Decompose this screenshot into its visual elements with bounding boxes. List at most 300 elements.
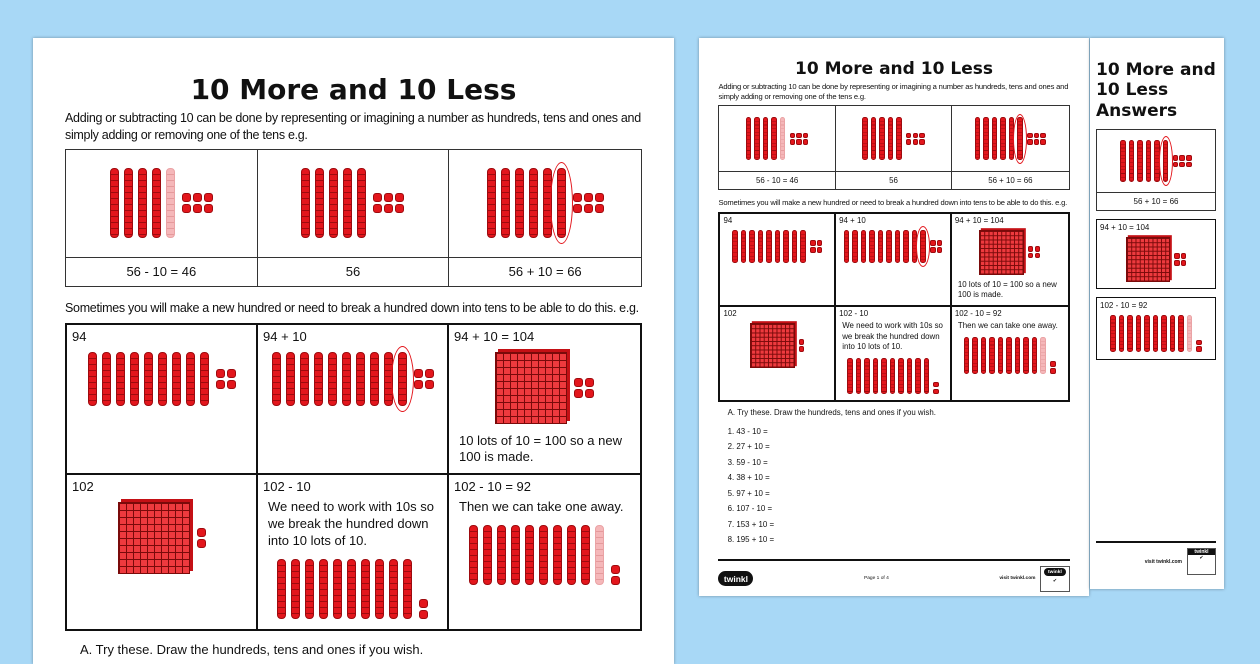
ten-rod	[754, 117, 759, 160]
cell-caption: 94 + 10 = 104	[1100, 223, 1150, 233]
ten-rod	[775, 230, 780, 263]
ten-rod	[1137, 140, 1142, 183]
base-ten-blocks	[975, 117, 1046, 160]
ten-rod	[152, 168, 161, 238]
ten-rod	[898, 358, 903, 394]
base-ten-blocks	[110, 168, 213, 238]
visit-link: visit twinkl.com	[999, 576, 1036, 582]
ten-rod	[497, 525, 506, 585]
ten-rod	[856, 358, 861, 394]
ten-rod	[403, 559, 412, 619]
ten-rod	[370, 352, 379, 406]
removed-ten-rod	[780, 117, 785, 160]
one-cube	[216, 380, 225, 389]
base-ten-blocks	[1100, 315, 1212, 351]
one-cube	[796, 133, 801, 138]
ten-rod	[511, 525, 520, 585]
tens-rods	[844, 230, 926, 263]
base-ten-blocks	[454, 352, 635, 424]
example-label: 56 + 10 = 66	[508, 264, 582, 280]
one-cube	[584, 193, 593, 202]
ten-rod	[1170, 315, 1175, 351]
cell-caption: 94 + 10 = 104	[454, 328, 535, 344]
ones-cubes	[1196, 340, 1201, 352]
question-item: 5. 97 + 10 =	[727, 488, 770, 498]
one-cube	[595, 204, 604, 213]
ten-rod	[277, 559, 286, 619]
ten-rod	[342, 352, 351, 406]
ten-rod	[291, 559, 300, 619]
ten-rod	[567, 525, 576, 585]
one-cube	[790, 133, 795, 138]
base-ten-blocks	[862, 117, 925, 160]
cell-caption: 102 - 10 = 92	[1100, 301, 1148, 311]
ones-cubes	[799, 339, 804, 351]
hundreds-cell	[67, 325, 258, 476]
visit-link: visit twinkl.com	[1144, 558, 1182, 565]
one-cube	[1186, 155, 1191, 160]
ten-rod	[483, 525, 492, 585]
ten-rod	[746, 117, 751, 160]
ten-rod	[895, 230, 900, 263]
cell-caption: 94 + 10	[839, 216, 866, 226]
tens-rods	[88, 352, 209, 406]
one-cube	[373, 204, 382, 213]
one-cube	[1179, 155, 1184, 160]
page-title: 10 More and 10 Less	[794, 58, 994, 79]
ten-rod	[844, 230, 849, 263]
cell-caption: 94 + 10 = 104	[954, 216, 1004, 226]
example-label: 56 + 10 = 66	[988, 175, 1033, 185]
question-item: 6. 107 - 10 =	[727, 504, 773, 514]
ten-rod	[314, 352, 323, 406]
worksheet-page-large	[33, 38, 674, 664]
ten-rod	[741, 230, 746, 263]
one-cube	[1196, 340, 1201, 345]
ten-rod	[286, 352, 295, 406]
ten-rod	[102, 352, 111, 406]
one-cube	[182, 193, 191, 202]
base-ten-blocks	[263, 559, 442, 619]
one-cube	[937, 240, 942, 245]
ten-rod	[1136, 315, 1141, 351]
base-ten-blocks	[839, 358, 947, 394]
removed-ten-rod	[1040, 337, 1045, 373]
ten-rod	[130, 352, 139, 406]
ten-rod	[861, 230, 866, 263]
one-cube	[414, 380, 423, 389]
one-cube	[933, 382, 938, 387]
tens-rods	[847, 358, 929, 394]
quality-badge-icon: twinkl ✔	[1187, 548, 1216, 575]
ten-rod	[110, 168, 119, 238]
question-list	[718, 424, 1069, 548]
cell-note: Then we can take one away.	[459, 499, 624, 515]
tens-rods	[1110, 315, 1192, 351]
one-cube	[584, 204, 593, 213]
base-ten-blocks	[72, 502, 251, 574]
one-cube	[799, 339, 804, 344]
ones-cubes	[933, 382, 938, 394]
ones-cubes	[1028, 246, 1040, 258]
sentence-text: Sometimes you will make a new hundred or need to break a hundred down into tens to be able to do this. e.g.	[718, 197, 1068, 207]
one-cube	[817, 240, 822, 245]
task-heading: A. Try these. Draw the hundreds, tens and ones if you wish.	[727, 408, 936, 418]
example-cell	[952, 106, 1068, 172]
ten-rod	[343, 168, 352, 238]
intro-text: Adding or subtracting 10 can be done by representing or imagining a number as hundreds, tens and ones and simply adding or removing one of the tens e.g.	[718, 81, 1069, 102]
one-cube	[204, 204, 213, 213]
hundreds-cell	[836, 214, 952, 307]
circled-ten-rod	[1163, 140, 1168, 183]
ones-cubes	[216, 369, 236, 389]
base-ten-blocks	[301, 168, 404, 238]
ten-rod	[1153, 315, 1158, 351]
question-item: 8. 195 + 10 =	[727, 535, 775, 545]
answers-hundreds-cell	[1096, 297, 1216, 359]
one-cube	[799, 346, 804, 351]
ten-rod	[525, 525, 534, 585]
ten-rod	[557, 168, 566, 238]
ones-cubes	[182, 193, 213, 213]
example-cell	[258, 150, 450, 258]
example-label: 56 + 10 = 66	[1133, 197, 1179, 207]
one-cube	[796, 139, 801, 144]
ten-rod	[847, 358, 852, 394]
tens-rods	[964, 337, 1046, 373]
one-cube	[1035, 253, 1040, 258]
one-cube	[919, 139, 924, 144]
question-item: 7. 153 + 10 =	[727, 519, 775, 529]
removed-ten-rod	[595, 525, 604, 585]
base-ten-blocks	[1100, 237, 1212, 282]
one-cube	[384, 204, 393, 213]
base-ten-blocks	[263, 352, 442, 406]
ten-rod	[469, 525, 478, 585]
tens-rods	[277, 559, 412, 619]
base-ten-blocks	[746, 117, 809, 160]
one-cube	[913, 139, 918, 144]
tens-rods	[862, 117, 901, 160]
one-cube	[585, 378, 594, 387]
ten-rod	[319, 559, 328, 619]
example-label: 56 - 10 = 46	[719, 172, 835, 189]
ten-rod	[398, 352, 407, 406]
example-label: 56	[258, 258, 450, 286]
one-cube	[930, 240, 935, 245]
ten-rod	[1017, 117, 1022, 160]
answers-sheet	[1096, 60, 1216, 360]
question-item: 3. 59 - 10 =	[727, 457, 768, 467]
ten-rod	[272, 352, 281, 406]
answers-page-preview[interactable]	[1090, 38, 1224, 589]
base-ten-blocks	[454, 525, 635, 585]
worksheet-page-preview[interactable]	[699, 38, 1089, 596]
hundreds-cell	[952, 214, 1068, 307]
ten-rod	[758, 230, 763, 263]
ones-cubes	[1173, 155, 1192, 167]
example-table	[718, 105, 1069, 190]
ten-rod	[158, 352, 167, 406]
one-cube	[395, 193, 404, 202]
ten-rod	[1161, 315, 1166, 351]
intro-text: Adding or subtracting 10 can be done by representing or imagining a number as hundreds, tens and ones and simply adding or removing one of the tens e.g.	[65, 111, 641, 142]
one-cube	[182, 204, 191, 213]
ones-cubes	[611, 565, 620, 585]
one-cube	[595, 193, 604, 202]
quality-badge-icon: twinkl ✔	[1040, 566, 1069, 593]
ten-rod	[878, 230, 883, 263]
one-cube	[227, 369, 236, 378]
ten-rod	[886, 230, 891, 263]
base-ten-blocks	[723, 323, 831, 368]
ones-cubes	[573, 193, 604, 213]
ten-rod	[890, 358, 895, 394]
ten-rod	[1178, 315, 1183, 351]
ten-rod	[116, 352, 125, 406]
ones-cubes	[930, 240, 942, 252]
ten-rod	[732, 230, 737, 263]
hundred-flat	[750, 323, 795, 368]
ten-rod	[766, 230, 771, 263]
one-cube	[197, 528, 206, 537]
ten-rod	[1129, 140, 1134, 183]
one-cube	[1186, 162, 1191, 167]
ten-rod	[539, 525, 548, 585]
base-ten-blocks	[839, 230, 947, 263]
ten-rod	[981, 337, 986, 373]
base-ten-blocks	[955, 337, 1065, 373]
cell-note: We need to work with 10s so we break the hundred down into 10 lots of 10.	[842, 321, 943, 351]
question-item: 1. 43 - 10 =	[727, 426, 768, 436]
ones-cubes	[906, 133, 925, 145]
example-table	[65, 149, 642, 287]
ten-rod	[964, 337, 969, 373]
ten-rod	[1146, 140, 1151, 183]
tens-rods	[110, 168, 175, 238]
page-footer	[718, 559, 1069, 593]
one-cube	[937, 247, 942, 252]
ten-rod	[888, 117, 893, 160]
hundreds-table	[65, 323, 642, 631]
cell-caption: 102 - 10 = 92	[454, 479, 531, 495]
ten-rod	[873, 358, 878, 394]
ten-rod	[975, 117, 980, 160]
one-cube	[1196, 346, 1201, 351]
removed-ten-rod	[1187, 315, 1192, 351]
twinkl-logo: twinkl	[718, 571, 753, 586]
removed-ten-rod	[166, 168, 175, 238]
one-cube	[193, 193, 202, 202]
example-label: 56	[836, 172, 952, 189]
one-cube	[933, 389, 938, 394]
ten-rod	[124, 168, 133, 238]
one-cube	[803, 133, 808, 138]
ten-rod	[88, 352, 97, 406]
ten-rod	[1144, 315, 1149, 351]
cell-caption: 102 - 10 = 92	[954, 309, 1002, 319]
ten-rod	[871, 117, 876, 160]
hundred-flat	[495, 352, 567, 424]
ten-rod	[1119, 315, 1124, 351]
ten-rod	[749, 230, 754, 263]
ten-rod	[907, 358, 912, 394]
ten-rod	[783, 230, 788, 263]
ten-rod	[924, 358, 929, 394]
cell-caption: 102	[72, 479, 94, 495]
ten-rod	[144, 352, 153, 406]
one-cube	[1181, 260, 1186, 265]
sentence-text: Sometimes you will make a new hundred or need to break a hundred down into tens to be able to do this. e.g.	[65, 300, 639, 315]
one-cube	[817, 247, 822, 252]
one-cube	[913, 133, 918, 138]
ten-rod	[896, 117, 901, 160]
one-cube	[810, 240, 815, 245]
ten-rod	[200, 352, 209, 406]
base-ten-blocks	[1120, 140, 1191, 183]
ten-rod	[862, 117, 867, 160]
example-label: 56 - 10 = 46	[66, 258, 258, 286]
hundreds-cell	[952, 307, 1068, 400]
cell-caption: 102 - 10	[839, 309, 869, 319]
ones-cubes	[1027, 133, 1046, 145]
ten-rod	[487, 168, 496, 238]
example-cell	[66, 150, 258, 258]
hundred-flat	[118, 502, 190, 574]
ten-rod	[998, 337, 1003, 373]
ten-rod	[1032, 337, 1037, 373]
example-cell	[449, 150, 641, 258]
hundreds-cell	[258, 475, 449, 629]
cell-caption: 94 + 10	[263, 328, 307, 344]
cell-caption: 94	[72, 328, 87, 344]
ten-rod	[328, 352, 337, 406]
one-cube	[585, 389, 594, 398]
ten-rod	[1120, 140, 1125, 183]
one-cube	[611, 565, 620, 574]
circled-ten-rod	[920, 230, 925, 263]
one-cube	[227, 380, 236, 389]
worksheet	[699, 38, 1089, 596]
ten-rod	[1023, 337, 1028, 373]
base-ten-blocks	[72, 352, 251, 406]
ten-rod	[301, 168, 310, 238]
one-cube	[906, 139, 911, 144]
worksheet	[33, 38, 674, 664]
one-cube	[414, 369, 423, 378]
cell-caption: 102	[723, 309, 737, 319]
ten-rod	[879, 117, 884, 160]
one-cube	[574, 378, 583, 387]
one-cube	[1179, 162, 1184, 167]
one-cube	[930, 247, 935, 252]
one-cube	[1050, 361, 1055, 366]
ten-rod	[1127, 315, 1132, 351]
circled-ten-rod	[1017, 117, 1022, 160]
one-cube	[197, 539, 206, 548]
one-cube	[425, 380, 434, 389]
ten-rod	[356, 352, 365, 406]
hundreds-cell	[258, 325, 449, 476]
one-cube	[1027, 133, 1032, 138]
ten-rod	[989, 337, 994, 373]
one-cube	[1028, 253, 1033, 258]
ones-cubes	[574, 378, 594, 398]
one-cube	[1027, 139, 1032, 144]
one-cube	[1173, 155, 1178, 160]
tens-rods	[301, 168, 366, 238]
ones-cubes	[419, 599, 428, 619]
ten-rod	[1006, 337, 1011, 373]
hundred-flat	[979, 230, 1024, 275]
ones-cubes	[414, 369, 434, 389]
question-item: 4. 38 + 10 =	[727, 473, 770, 483]
hundreds-cell	[67, 475, 258, 629]
one-cube	[803, 139, 808, 144]
one-cube	[574, 389, 583, 398]
one-cube	[419, 599, 428, 608]
hundreds-cell	[836, 307, 952, 400]
ten-rod	[903, 230, 908, 263]
one-cube	[425, 369, 434, 378]
ones-cubes	[373, 193, 404, 213]
ones-cubes	[810, 240, 822, 252]
ten-rod	[186, 352, 195, 406]
answers-title: 10 More and 10 Less Answers	[1096, 60, 1216, 121]
ten-rod	[1015, 337, 1020, 373]
ten-rod	[852, 230, 857, 263]
ten-rod	[501, 168, 510, 238]
cell-note: Then we can take one away.	[957, 321, 1058, 331]
one-cube	[1181, 253, 1186, 258]
ones-cubes	[1174, 253, 1186, 265]
ten-rod	[553, 525, 562, 585]
ten-rod	[305, 559, 314, 619]
hundreds-cell	[720, 307, 836, 400]
ones-cubes	[197, 528, 206, 548]
one-cube	[1174, 253, 1179, 258]
one-cube	[573, 204, 582, 213]
ten-rod	[1110, 315, 1115, 351]
ten-rod	[389, 559, 398, 619]
cell-caption: 102 - 10	[263, 479, 311, 495]
one-cube	[395, 204, 404, 213]
one-cube	[384, 193, 393, 202]
ten-rod	[515, 168, 524, 238]
ten-rod	[1163, 140, 1168, 183]
ten-rod	[529, 168, 538, 238]
ten-rod	[138, 168, 147, 238]
ten-rod	[1000, 117, 1005, 160]
one-cube	[1034, 133, 1039, 138]
ten-rod	[864, 358, 869, 394]
one-cube	[1028, 246, 1033, 251]
example-cell	[836, 106, 952, 172]
tens-rods	[732, 230, 805, 263]
base-ten-blocks	[955, 230, 1065, 275]
ten-rod	[920, 230, 925, 263]
ten-rod	[763, 117, 768, 160]
one-cube	[1034, 139, 1039, 144]
tens-rods	[1120, 140, 1168, 183]
ten-rod	[375, 559, 384, 619]
ten-rod	[869, 230, 874, 263]
ten-rod	[357, 168, 366, 238]
circled-ten-rod	[557, 168, 566, 238]
hundred-flat	[1126, 237, 1171, 282]
one-cube	[1035, 246, 1040, 251]
one-cube	[1040, 139, 1045, 144]
